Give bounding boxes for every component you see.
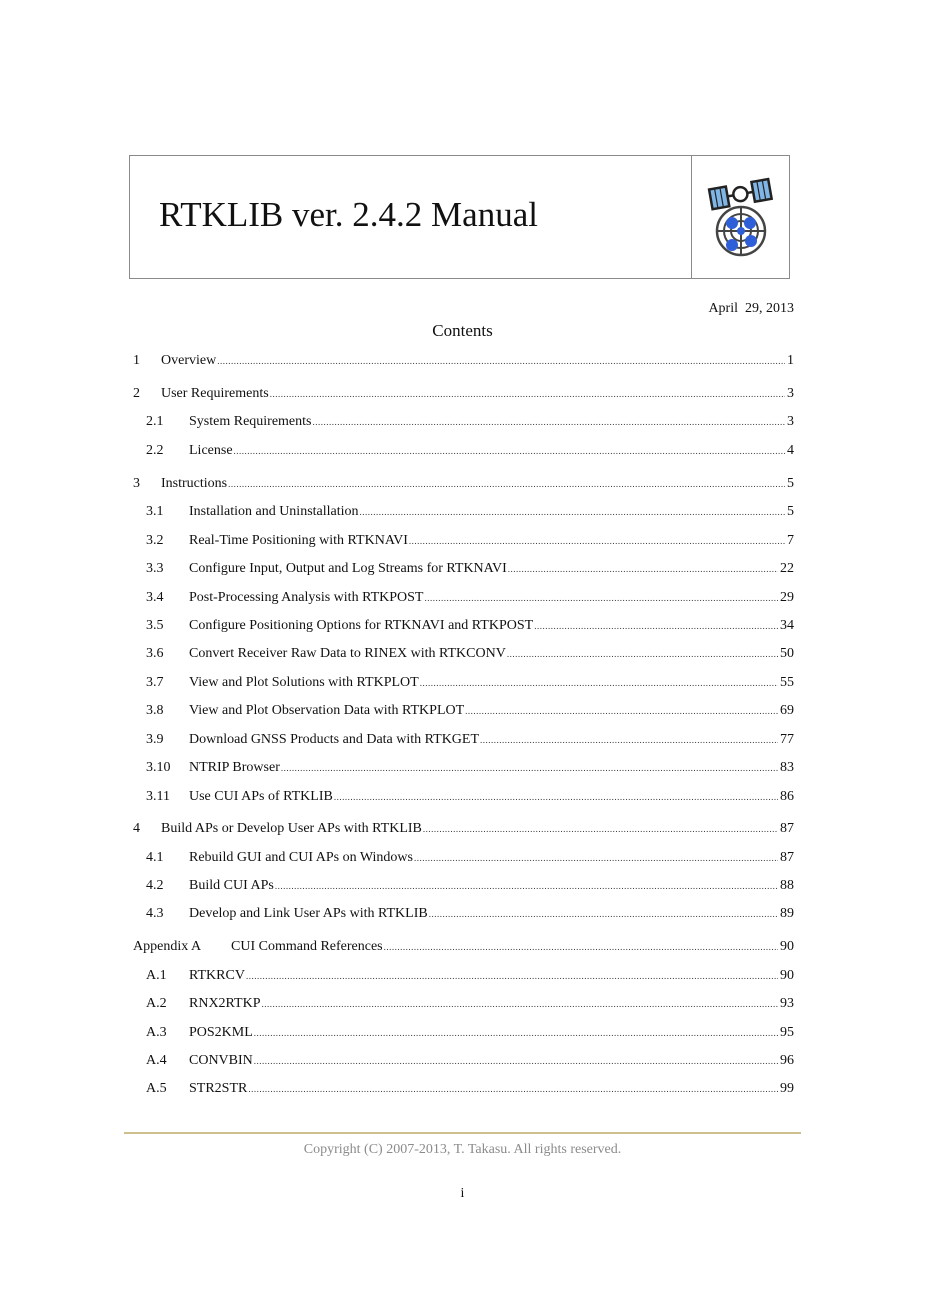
toc-leader-dots (480, 731, 778, 749)
toc-number: 3.10 (146, 760, 171, 775)
toc-number: 3.11 (146, 789, 170, 804)
toc-row[interactable] (146, 442, 794, 460)
toc-leader-dots (313, 413, 786, 431)
toc-row[interactable] (146, 645, 794, 663)
toc-number: 4.1 (146, 850, 164, 865)
toc-row[interactable] (133, 475, 794, 493)
toc-title[interactable]: User Requirements (161, 386, 269, 401)
toc-title[interactable]: View and Plot Solutions with RTKPLOT (189, 675, 419, 690)
toc-leader-dots (248, 1080, 778, 1098)
toc-leader-dots (414, 849, 778, 867)
toc-page-number: 50 (780, 646, 794, 661)
toc-title[interactable]: Build APs or Develop User APs with RTKLIB (161, 821, 422, 836)
toc-leader-dots (270, 385, 785, 403)
toc-page-number: 3 (787, 414, 794, 429)
toc-row[interactable] (146, 1052, 794, 1070)
toc-leader-dots (275, 877, 778, 895)
toc-number: 3.3 (146, 561, 164, 576)
toc-leader-dots (534, 617, 778, 635)
toc-number: 3.9 (146, 732, 164, 747)
toc-number: 3.5 (146, 618, 164, 633)
toc-leader-dots (409, 532, 785, 550)
toc-leader-dots (429, 905, 778, 923)
toc-leader-dots (465, 702, 778, 720)
toc-page-number: 88 (780, 878, 794, 893)
toc-row[interactable] (146, 532, 794, 550)
toc-page-number: 99 (780, 1081, 794, 1096)
toc-row[interactable] (133, 385, 794, 403)
toc-leader-dots (507, 645, 778, 663)
toc-leader-dots (508, 560, 778, 578)
toc-title[interactable]: Convert Receiver Raw Data to RINEX with RTKCONV (189, 646, 506, 661)
toc-page-number: 7 (787, 533, 794, 548)
toc-leader-dots (384, 938, 778, 956)
toc-row[interactable] (146, 877, 794, 895)
toc-row[interactable] (146, 731, 794, 749)
toc-title[interactable]: Real-Time Positioning with RTKNAVI (189, 533, 408, 548)
toc-row[interactable] (146, 967, 794, 985)
toc-page-number: 86 (780, 789, 794, 804)
toc-row[interactable] (146, 413, 794, 431)
toc-number: 3.7 (146, 675, 164, 690)
toc-row[interactable] (146, 1024, 794, 1042)
toc-leader-dots (281, 759, 778, 777)
toc-row[interactable] (146, 788, 794, 806)
toc-page-number: 69 (780, 703, 794, 718)
toc-number: Appendix A (133, 939, 202, 954)
toc-number: 4 (133, 821, 140, 836)
toc-page-number: 4 (787, 443, 794, 458)
toc-row[interactable] (146, 905, 794, 923)
toc-number: 4.3 (146, 906, 164, 921)
toc-number: A.1 (146, 968, 167, 983)
toc-title[interactable]: CUI Command References (231, 939, 383, 954)
toc-number: 2.1 (146, 414, 164, 429)
toc-leader-dots (334, 788, 778, 806)
toc-number: 1 (133, 353, 140, 368)
toc-page-number: 89 (780, 906, 794, 921)
toc-row[interactable] (133, 820, 794, 838)
toc-title[interactable]: Post-Processing Analysis with RTKPOST (189, 590, 424, 605)
toc-title[interactable]: Configure Positioning Options for RTKNAVI and RTKPOST (189, 618, 534, 633)
toc-number: 3.4 (146, 590, 164, 605)
toc-page-number: 5 (787, 504, 794, 519)
toc-row[interactable] (146, 560, 794, 578)
toc-page-number: 3 (787, 386, 794, 401)
toc-row[interactable] (133, 938, 794, 956)
toc-title[interactable]: Download GNSS Products and Data with RTKGET (189, 732, 480, 747)
toc-title[interactable]: System Requirements (189, 414, 312, 429)
toc-number: 4.2 (146, 878, 164, 893)
toc-page-number: 90 (780, 939, 794, 954)
toc-title[interactable]: View and Plot Observation Data with RTKPLOT (189, 703, 465, 718)
toc-number: 3.8 (146, 703, 164, 718)
toc-leader-dots (254, 1024, 778, 1042)
toc-number: A.2 (146, 996, 167, 1011)
footer-rule (124, 1132, 801, 1134)
toc-number: 3 (133, 476, 140, 491)
footer-copyright: Copyright (C) 2007-2013, T. Takasu. All rights reserved. (303, 1142, 622, 1157)
toc-title[interactable]: Rebuild GUI and CUI APs on Windows (189, 850, 413, 865)
toc-row[interactable] (146, 589, 794, 607)
contents-heading: Contents (432, 321, 493, 340)
toc-title[interactable]: Configure Input, Output and Log Streams for RTKNAVI (189, 561, 507, 576)
toc-leader-dots (217, 352, 785, 370)
toc-number: 3.6 (146, 646, 164, 661)
toc-number: 2 (133, 386, 140, 401)
toc-title[interactable]: Build CUI APs (189, 878, 274, 893)
toc-row[interactable] (146, 849, 794, 867)
toc-row[interactable] (133, 352, 794, 370)
toc-row[interactable] (146, 995, 794, 1013)
toc-page-number: 83 (780, 760, 794, 775)
toc-page-number: 87 (780, 821, 794, 836)
toc-number: 3.1 (146, 504, 164, 519)
toc-title[interactable]: License (189, 443, 233, 458)
toc-title[interactable]: Develop and Link User APs with RTKLIB (189, 906, 428, 921)
toc-number: 3.2 (146, 533, 164, 548)
toc-number: A.3 (146, 1025, 167, 1040)
toc-title[interactable]: Overview (161, 353, 217, 368)
toc-leader-dots (360, 503, 785, 521)
toc-page-number: 95 (780, 1025, 794, 1040)
toc-row[interactable] (146, 503, 794, 521)
toc-title[interactable]: Installation and Uninstallation (189, 504, 359, 519)
toc-number: A.5 (146, 1081, 167, 1096)
toc-title[interactable]: POS2KML (189, 1025, 253, 1040)
toc-number: A.4 (146, 1053, 167, 1068)
toc-page-number: 22 (780, 561, 794, 576)
toc-leader-dots (262, 995, 778, 1013)
toc-title[interactable]: RNX2RTKP (189, 996, 261, 1011)
toc-row[interactable] (146, 702, 794, 720)
toc-page-number: 93 (780, 996, 794, 1011)
toc-leader-dots (254, 1052, 778, 1070)
toc-leader-dots (228, 475, 785, 493)
toc-row[interactable] (146, 617, 794, 635)
toc-row[interactable] (146, 759, 794, 777)
document-title: RTKLIB ver. 2.4.2 Manual (159, 195, 538, 234)
document-date: April 29, 2013 (708, 301, 794, 316)
toc-page-number: 5 (787, 476, 794, 491)
toc-number: 2.2 (146, 443, 164, 458)
toc-title[interactable]: Instructions (161, 476, 228, 491)
toc-title[interactable]: Use CUI APs of RTKLIB (189, 789, 333, 804)
toc-leader-dots (420, 674, 778, 692)
toc-leader-dots (424, 589, 778, 607)
toc-row[interactable] (146, 1080, 794, 1098)
toc-page-number: 77 (780, 732, 794, 747)
toc-page-number: 96 (780, 1053, 794, 1068)
toc-row[interactable] (146, 674, 794, 692)
toc-title[interactable]: RTKRCV (189, 968, 245, 983)
toc-title[interactable]: CONVBIN (189, 1053, 253, 1068)
toc-page-number: 1 (787, 353, 794, 368)
toc-title[interactable]: STR2STR (189, 1081, 248, 1096)
toc-leader-dots (423, 820, 778, 838)
toc-leader-dots (246, 967, 778, 985)
toc-page-number: 90 (780, 968, 794, 983)
toc-title[interactable]: NTRIP Browser (189, 760, 280, 775)
toc-leader-dots (234, 442, 785, 460)
footer-page-number: i (460, 1186, 465, 1201)
toc-page-number: 34 (780, 618, 794, 633)
toc-page-number: 55 (780, 675, 794, 690)
toc-page-number: 87 (780, 850, 794, 865)
toc-page-number: 29 (780, 590, 794, 605)
